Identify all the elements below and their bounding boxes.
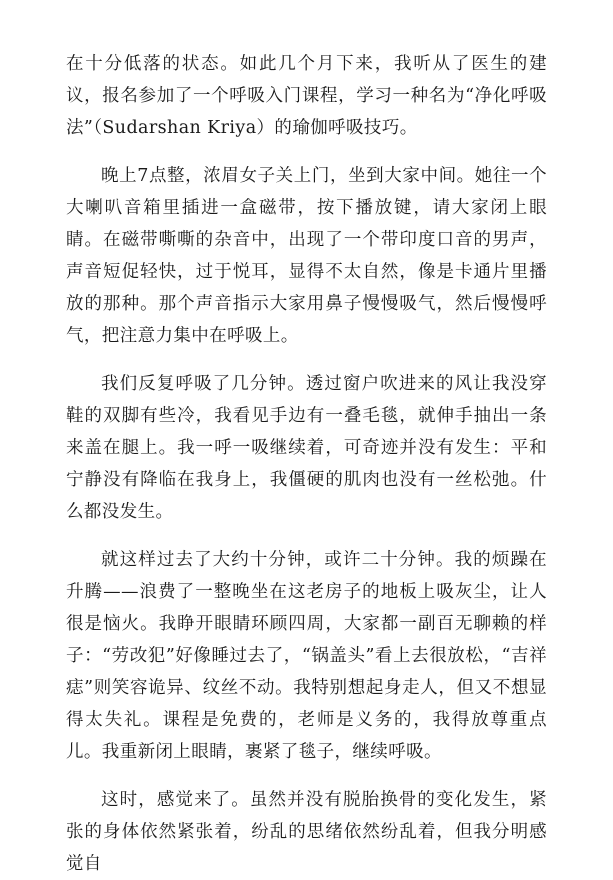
paragraph-3: 我们反复呼吸了几分钟。透过窗户吹进来的风让我没穿鞋的双脚有些冷，我看见手边有一叠毛毯，就伸手抽出一条来盖在腿上。我一呼一吸继续着，可奇迹并没有发生：平和宁静没有降临在我身上，我僵硬的肌肉也没有一丝松弛。什么都没发生。 (66, 374, 547, 522)
paragraph-1: 在十分低落的状态。如此几个月下来，我听从了医生的建议，报名参加了一个呼吸入门课程，学习一种名为“净化呼吸法”（Sudarshan Kriya）的瑜伽呼吸技巧。 (66, 54, 547, 138)
paragraph-4: 就这样过去了大约十分钟，或许二十分钟。我的烦躁在升腾——浪费了一整晚坐在这老房子的地板上吸灰尘，让人很是恼火。我睁开眼睛环顾四周，大家都一副百无聊赖的样子：“劳改犯”好像睡过去了，“锅盖头”看上去很放松，“吉祥痣”则笑容诡异、纹丝不动。我特别想起身走人，但又不想显得太失礼。课程是免费的，老师是义务的，我得放尊重点儿。我重新闭上眼睛，裹紧了毯子，继续呼吸。 (66, 550, 547, 762)
paragraph-5: 这时，感觉来了。虽然并没有脱胎换骨的变化发生，紧张的身体依然紧张着，纷乱的思绪依然纷乱着，但我分明感觉自 (66, 790, 547, 874)
paragraph-2: 晚上7点整，浓眉女子关上门，坐到大家中间。她往一个大喇叭音箱里插进一盒磁带，按下播放键，请大家闭上眼睛。在磁带嘶嘶的杂音中，出现了一个带印度口音的男声，声音短促轻快，过于悦耳，显得不太自然，像是卡通片里播放的那种。那个声音指示大家用鼻子慢慢吸气，然后慢慢呼气，把注意力集中在呼吸上。 (66, 166, 547, 346)
